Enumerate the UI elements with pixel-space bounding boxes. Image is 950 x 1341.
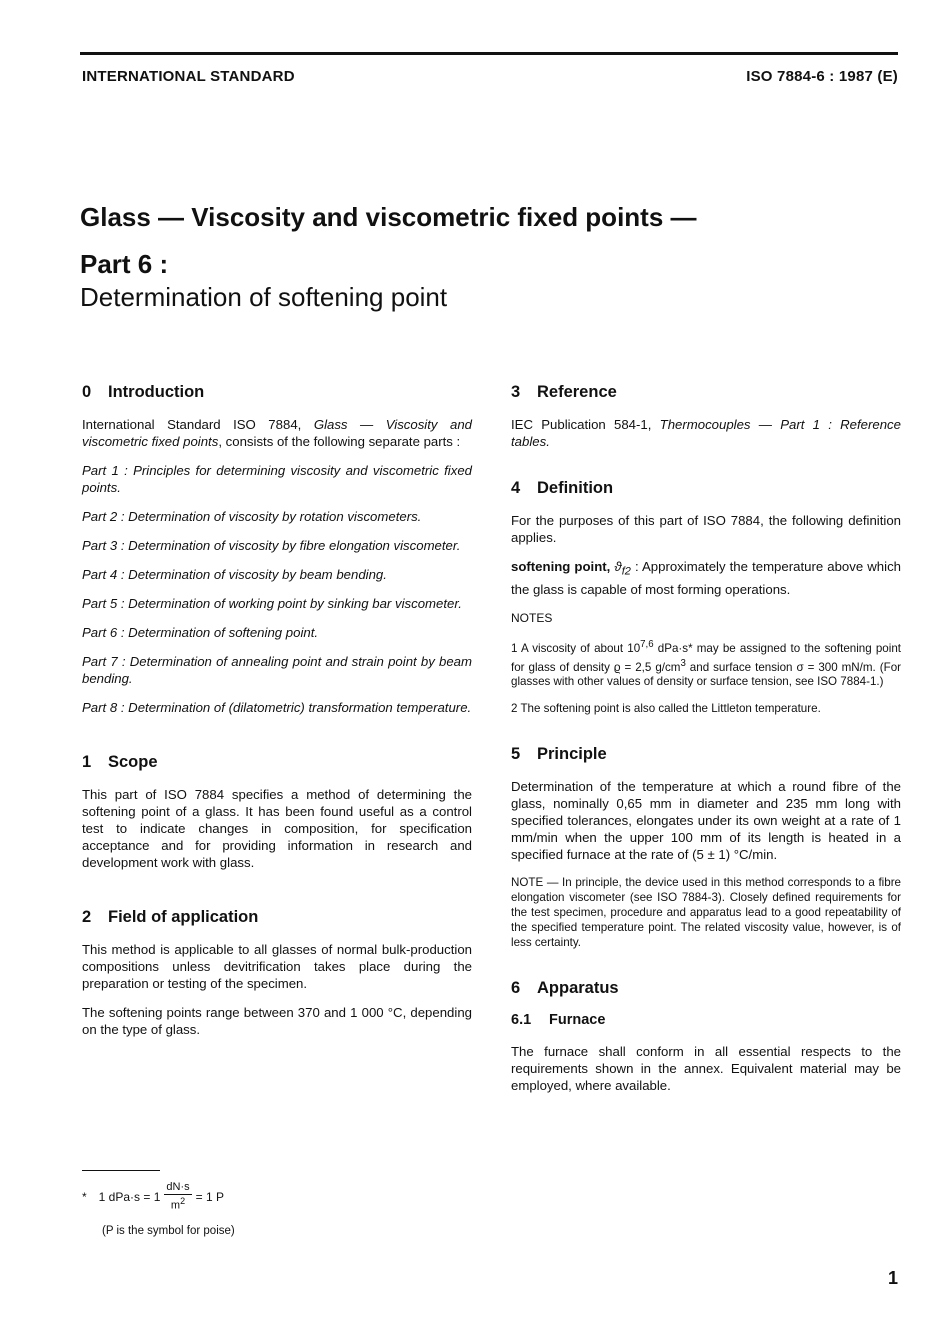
part-list-item: Part 5 : Determination of working point by sinking bar viscometer. <box>82 596 462 611</box>
definition-term: softening point, $ϑ_{f2}$ : Approximately the temperature above which the glass is capable of most forming operations. <box>511 559 901 597</box>
section-6-heading: 6 Apparatus <box>511 979 619 998</box>
left-column <box>82 384 472 1050</box>
header-rule <box>80 52 898 55</box>
furnace-paragraph: The furnace shall conform in all essential respects to the requirements shown in the annex. Equivalent material may be employed, where available. <box>511 1044 901 1094</box>
note-1: 1 A viscosity of about 10$^{7,6}$ dPa·s* may be assigned to the softening point for glass of density ϱ = 2,5 $g/cm^3$ and surface tension σ = 300 mN/m. (For glasses with other values of density or surface tension, see ISO 7884-1.) <box>511 638 901 689</box>
document-title: Glass — Viscosity and viscometric fixed points — <box>80 202 697 232</box>
part-list-item: Part 3 : Determination of viscosity by fibre elongation viscometer. <box>82 538 461 553</box>
part-subtitle: Determination of softening point <box>80 282 448 312</box>
formula-rhs: = 1 P <box>195 1189 224 1204</box>
footnote-explanation: (P is the symbol for poise) <box>102 1224 235 1237</box>
subsection-6-1-heading: 6.1 Furnace <box>511 1012 606 1029</box>
intro-paragraph: International Standard ISO 7884, Glass — Viscosity and viscometric fixed points, consists of the following separate parts : <box>82 417 472 449</box>
principle-note: NOTE — In principle, the device used in this method corresponds to a fibre elongation viscometer (see ISO 7884-3). Closely defined requirements for the test specimen, procedure and apparatus lead to a good repeatability of the specified temperature point. The related viscosity value, however, is of less certainty. <box>511 876 901 950</box>
section-4-heading: 4 Definition <box>511 479 614 497</box>
section-5-heading: 5 Principle <box>511 745 607 764</box>
header-right: ISO 7884-6 : 1987 (E) <box>746 68 898 85</box>
note-2: 2 The softening point is also called the Littleton temperature. <box>511 702 821 716</box>
right-column <box>511 384 901 1106</box>
field-paragraph-2: The softening points range between 370 and 1 000 °C, depending on the type of glass. <box>82 1005 472 1037</box>
part-label: Part 6 : <box>80 249 169 279</box>
part-list-item: Part 8 : Determination of (dilatometric) transformation temperature. <box>82 700 472 715</box>
footnote-marker: * <box>82 1189 87 1204</box>
part-list-item: Part 2 : Determination of viscosity by rotation viscometers. <box>82 509 422 524</box>
footnote-rule <box>82 1170 160 1171</box>
header-left: INTERNATIONAL STANDARD <box>82 68 295 85</box>
part-list-item: Part 6 : Determination of softening point. <box>82 625 319 640</box>
title-block <box>80 202 900 313</box>
section-1-heading: 1 Scope <box>82 753 158 771</box>
part-list-item: Part 4 : Determination of viscosity by beam bending. <box>82 567 387 582</box>
page-number: 1 <box>887 1268 898 1288</box>
principle-paragraph: Determination of the temperature at which a round fibre of the glass, nominally 0,65 mm in diameter and 235 mm long with specified tolerances, elongates under its own weight at a rate of 1 mm/min when the upper 100 mm of its length is heated in a specified furnace at the rate of (5 ± 1) °C/min. <box>511 779 901 863</box>
part-list-item: Part 7 : Determination of annealing point and strain point by beam bending. <box>82 654 472 686</box>
footnote <box>82 1170 382 1237</box>
section-2-heading: 2 Field of application <box>82 908 259 926</box>
formula-fraction <box>164 1181 191 1213</box>
section-0-heading: 0 Introduction <box>82 383 205 401</box>
fraction-denominator: $m^2$ <box>170 1196 186 1212</box>
field-paragraph-1: This method is applicable to all glasses of normal bulk-production compositions unless devitrification takes place during the preparation or testing of the specimen. <box>82 942 472 991</box>
footnote-formula <box>82 1181 382 1213</box>
fraction-numerator: dN·s <box>166 1181 190 1193</box>
formula-lhs: 1 dPa·s = 1 <box>98 1189 161 1204</box>
part-list-item: Part 1 : Principles for determining viscosity and viscometric fixed points. <box>82 463 472 495</box>
definition-intro: For the purposes of this part of ISO 7884, the following definition applies. <box>511 513 901 545</box>
section-3-heading: 3 Reference <box>511 383 617 401</box>
notes-heading: NOTES <box>511 610 553 625</box>
reference-paragraph: IEC Publication 584-1, Thermocouples — Part 1 : Reference tables. <box>511 417 901 449</box>
scope-paragraph: This part of ISO 7884 specifies a method of determining the softening point of a glass. It has been found useful as a control test to indicate changes in composition, for specification acceptance and for providing information in research and development work with glass. <box>82 787 472 870</box>
